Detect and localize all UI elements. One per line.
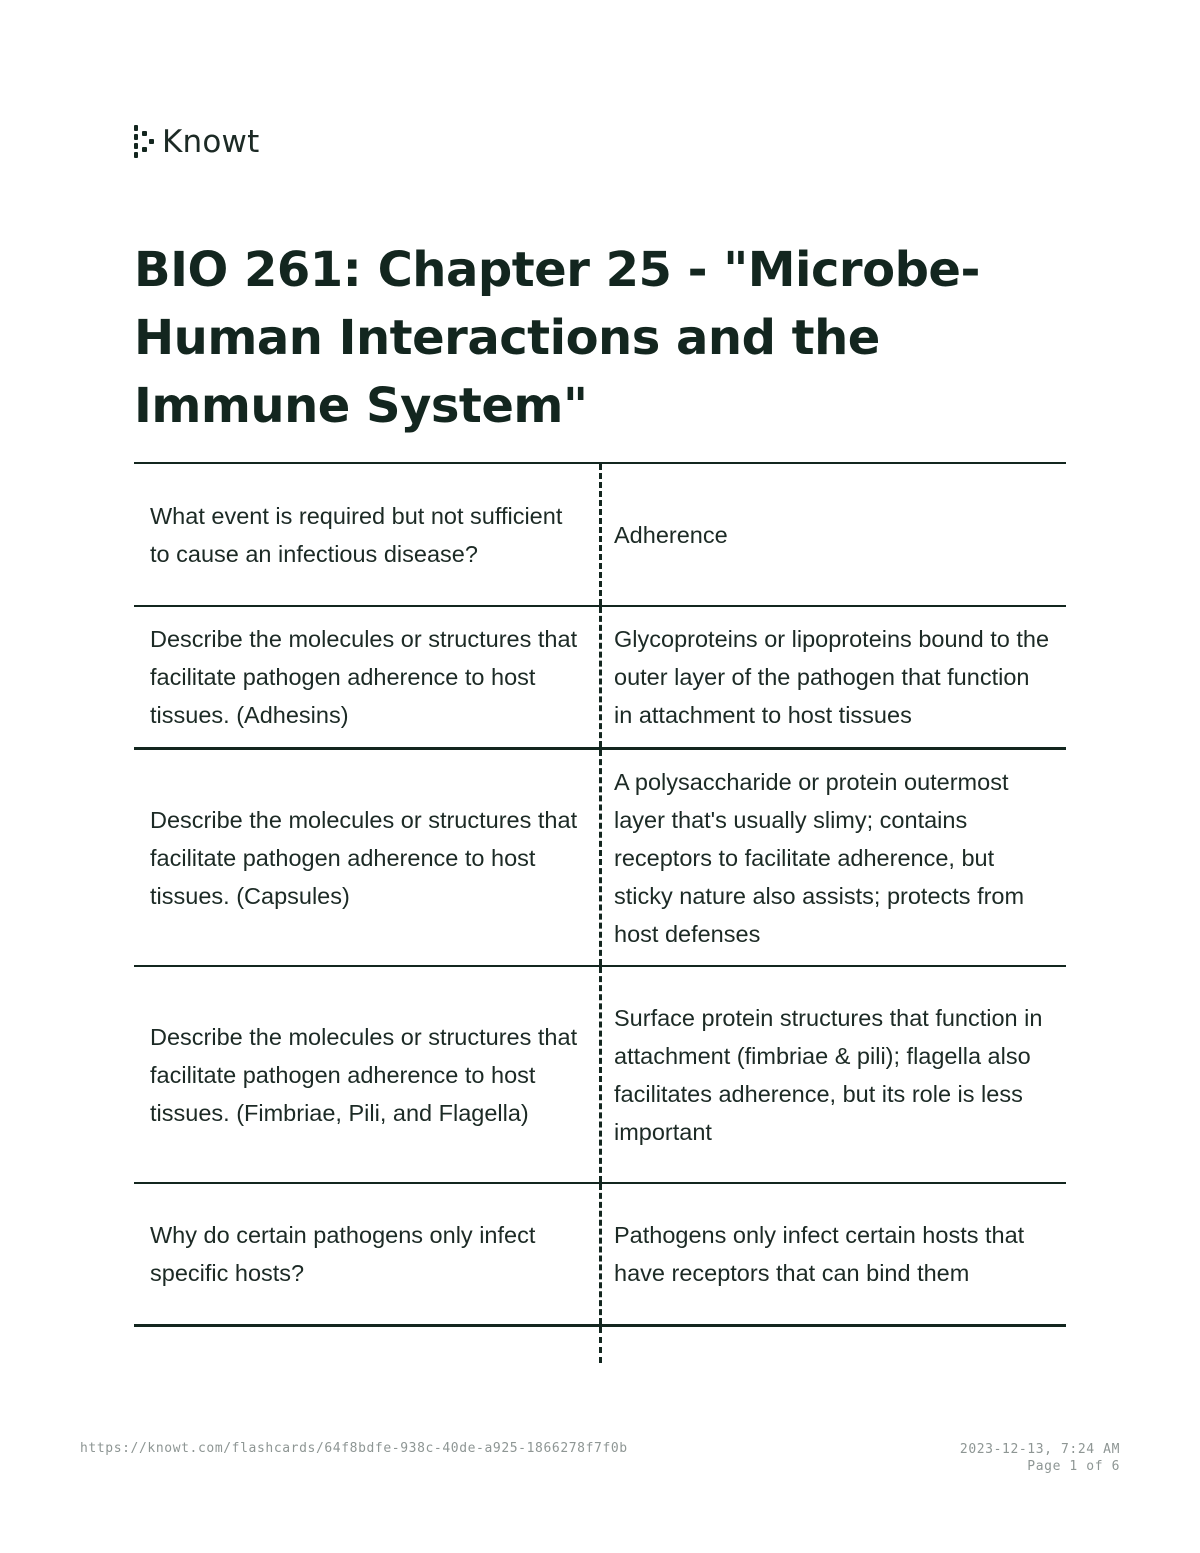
flashcard-question: Describe the molecules or structures that facilitate pathogen adherence to host tissues. (Adhesins) bbox=[150, 626, 578, 728]
flashcard-question: What event is required but not sufficient to cause an infectious disease? bbox=[150, 502, 563, 567]
brand-logo bbox=[134, 122, 259, 162]
footer-page-number: Page 1 of 6 bbox=[1027, 1459, 1120, 1474]
column-divider bbox=[599, 607, 602, 747]
flashcard-question: Describe the molecules or structures that facilitate pathogen adherence to host tissues. (Capsules) bbox=[150, 806, 578, 909]
flashcard-table bbox=[134, 462, 1066, 1324]
flashcard-answer: Glycoproteins or lipoproteins bound to the outer layer of the pathogen that function in attachment to host tissues bbox=[614, 626, 1050, 728]
column-divider bbox=[599, 750, 602, 965]
flashcard-answer: Adherence bbox=[614, 521, 728, 548]
footer-meta bbox=[960, 1441, 1120, 1475]
flashcard-row bbox=[134, 462, 1066, 605]
knowt-dots-icon bbox=[134, 122, 156, 162]
footer-timestamp: 2023-12-13, 7:24 AM bbox=[959, 1442, 1120, 1457]
flashcard-row bbox=[134, 747, 1066, 965]
flashcard-row bbox=[134, 605, 1066, 747]
page-title: BIO 261: Chapter 25 - "Microbe-Human Interactions and the Immune System" bbox=[134, 242, 980, 434]
column-divider bbox=[599, 967, 602, 1182]
flashcard-question: Why do certain pathogens only infect specific hosts? bbox=[150, 1222, 536, 1286]
column-divider bbox=[599, 1327, 602, 1363]
flashcard-answer: Pathogens only infect certain hosts that have receptors that can bind them bbox=[614, 1222, 1025, 1286]
column-divider bbox=[599, 1184, 602, 1324]
flashcard-answer: A polysaccharide or protein outermost layer that's usually slimy; contains receptors to facilitate adherence, but sticky nature also assists; protects from host defenses bbox=[614, 768, 1025, 947]
flashcard-question: Describe the molecules or structures that facilitate pathogen adherence to host tissues. (Fimbriae, Pili, and Flagella) bbox=[150, 1023, 578, 1126]
footer-url: https://knowt.com/flashcards/64f8bdfe-938c-40de-a925-1866278f7f0b bbox=[80, 1441, 628, 1456]
column-divider bbox=[599, 464, 602, 605]
flashcard-answer: Surface protein structures that function in attachment (fimbriae & pili); flagella also facilitates adherence, but its role is less important bbox=[614, 1004, 1043, 1145]
brand-name: Knowt bbox=[162, 124, 260, 160]
flashcard-row bbox=[134, 1182, 1066, 1324]
flashcard-row bbox=[134, 965, 1066, 1182]
